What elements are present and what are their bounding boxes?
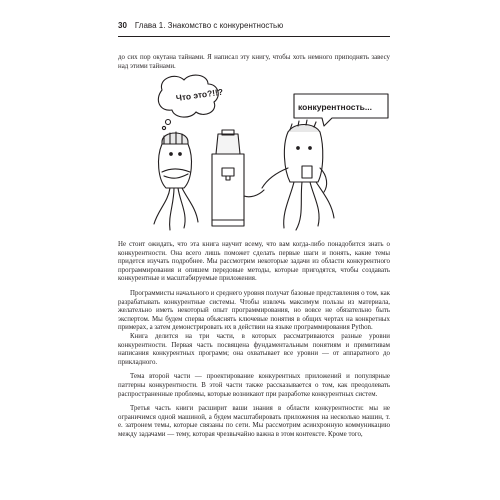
water-cooler <box>212 130 264 226</box>
chapter-title: Глава 1. Знакомство с конкурентностью <box>134 21 284 30</box>
header-rule <box>118 36 390 37</box>
bubble-left-text: Что это?!!? <box>175 86 224 104</box>
water-cooler-cartoon <box>118 72 390 234</box>
bubble-right-text: конкурентность... <box>298 102 372 112</box>
paragraph: Программисты начального и среднего уровня получат базовые представления о том, как разрабатывать конкурентные системы. Чтобы извлечь максимум пользы из материала, желательно иметь некоторый опыт программирования, но вовсе не обязательно быть экспертом. Мы будем сперва объяснять ключевые понятия в общих чертах на конкретных примерах, а затем демонстрировать их в действии на языке программирования Python. <box>118 289 390 332</box>
body-text <box>118 241 390 439</box>
intro-text <box>118 54 390 71</box>
left-character <box>154 132 198 230</box>
illustration <box>118 72 390 234</box>
paragraph: Не стоит ожидать, что эта книга научит всему, что вам когда-либо понадобится знать о конкурентности. Она всего лишь поможет сделать первые шаги и понять, какие темы придется изучать подробнее. Мы рассмотрим некоторые задачи из области конкурентного программирования и опишем передовые методы, которые пригодятся, чтобы создавать конкурентные и масштабируемые приложения. <box>118 241 390 283</box>
speech-bubble-right <box>294 94 388 126</box>
running-header <box>118 20 418 32</box>
paragraph: Книга делится на три части, в которых рассматриваются разные уровни конкурентности. Первая часть посвящена фундаментальным понятиям и примитивам написания конкурентных программ; она охватывает все уровни — от аппаратного до прикладного. <box>118 332 390 366</box>
intro-paragraph: до сих пор окутана тайнами. Я написал эту книгу, чтобы хоть немного приподнять завесу над этими тайнами. <box>118 54 390 70</box>
right-character <box>262 120 334 230</box>
paragraph: Третья часть книги расширит ваши знания в области конкурентности: мы не ограничимся одной машиной, а будем масштабировать приложения на несколько машин, т. е. затронем темы, которые связаны по сети. Мы рассмотрим асинхронную коммуникацию между задачами — тему, которая чрезвычайно важна в этом контексте. Кроме того, <box>118 405 390 438</box>
page-number: 30 <box>118 21 127 30</box>
thought-bubble-left <box>158 75 223 130</box>
paragraph: Тема второй части — проектирование конкурентных приложений и популярные паттерны конкурентности. В этой части также рассказывается о том, как преодолевать распространенные проблемы, которые возникают при разработке конкурентных систем. <box>118 373 390 398</box>
